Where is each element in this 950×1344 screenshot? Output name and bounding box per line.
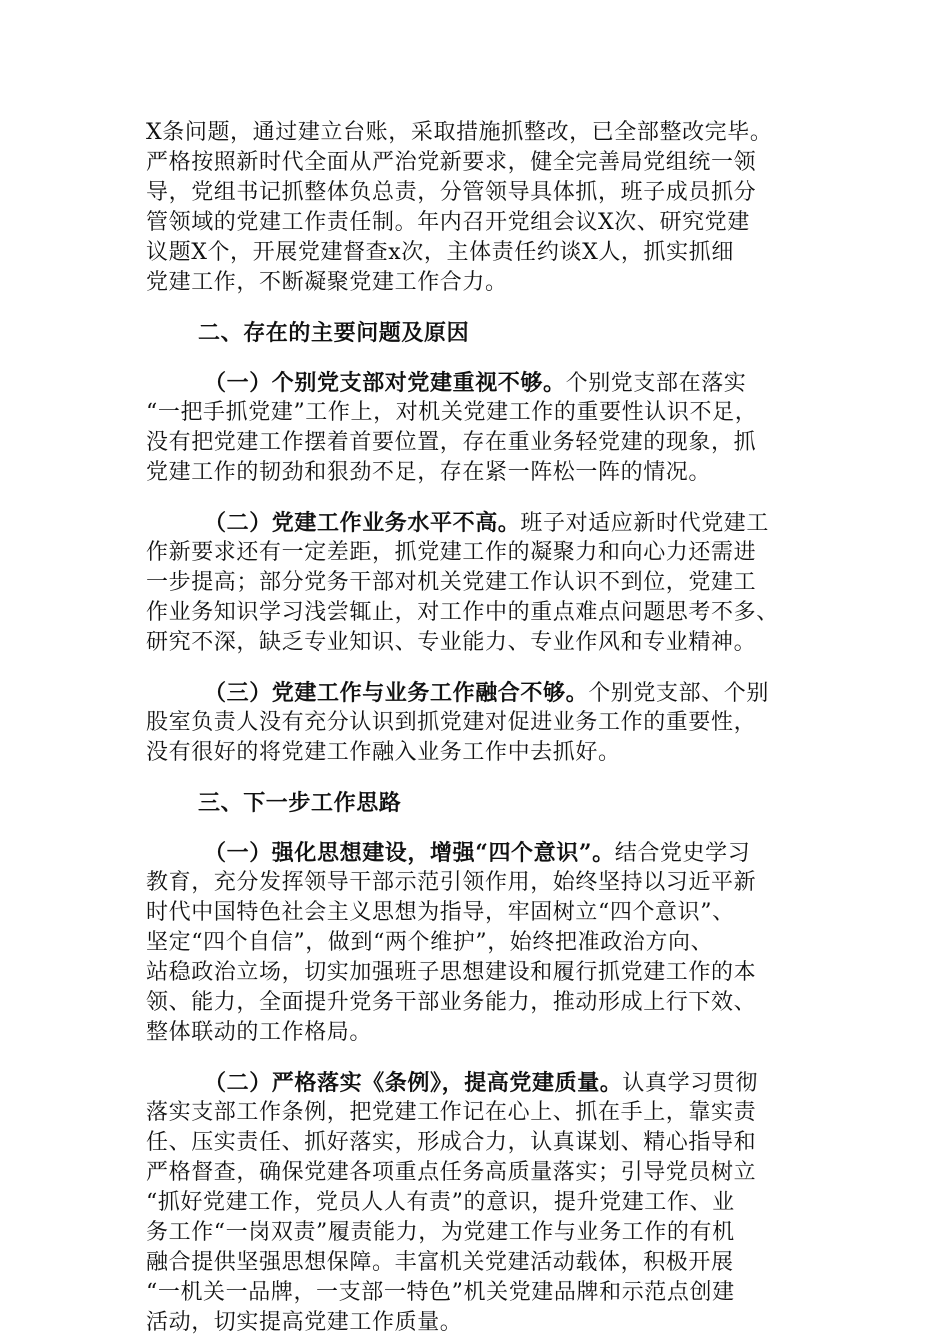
paragraph: [146, 368, 806, 488]
text-line: 研究不深，缺乏专业知识、专业能力、专业作风和专业精神。: [146, 630, 757, 655]
text-line: 没有把党建工作摆着首要位置，存在重业务轻党建的现象，抓: [146, 430, 757, 455]
text-line: “抓好党建工作，党员人人有责”的意识，提升党建工作、业: [146, 1190, 735, 1215]
subheading: （一）强化思想建设，增强“四个意识”。: [204, 840, 615, 866]
text-line: “一把手抓党建”工作上，对机关党建工作的重要性认识不足，: [146, 400, 758, 425]
text-line: [146, 678, 806, 708]
text-line: 落实支部工作条例，把党建工作记在心上、抓在手上，靠实责: [146, 1100, 757, 1125]
text-line: 管领域的党建工作责任制。年内召开党组会议X次、研究党建: [146, 210, 750, 235]
text-line: 坚定“四个自信”，做到“两个维护”，始终把准政治方向、: [146, 930, 714, 955]
text-line: 党建工作，不断凝聚党建工作合力。: [146, 270, 508, 295]
subheading: （二）严格落实《条例》，提高党建质量。: [204, 1070, 623, 1096]
text-line: 党建工作的韧劲和狠劲不足，存在紧一阵松一阵的情况。: [146, 460, 712, 485]
text-run: 认真学习贯彻: [622, 1071, 759, 1096]
text-line: 议题X个，开展党建督查x次，主体责任约谈X人，抓实抓细: [146, 240, 734, 265]
text-run: 结合党史学习: [614, 841, 751, 866]
text-line: 作新要求还有一定差距，抓党建工作的凝聚力和向心力还需进: [146, 540, 757, 565]
text-line: [146, 838, 806, 868]
section-heading: 二、存在的主要问题及原因: [198, 320, 470, 346]
paragraph: [146, 678, 806, 768]
text-line: 严格督查，确保党建各项重点任务高质量落实；引导党员树立: [146, 1160, 757, 1185]
text-line: [146, 368, 806, 398]
text-line: [146, 508, 806, 538]
subheading: （二）党建工作业务水平不高。: [204, 510, 521, 536]
paragraph: [146, 838, 806, 1048]
text-line: 领、能力，全面提升党务干部业务能力，推动形成上行下效、: [146, 990, 757, 1015]
text-line: 导，党组书记抓整体负总责，分管领导具体抓，班子成员抓分: [146, 180, 757, 205]
text-line: 务工作“一岗双责”履责能力，为党建工作与业务工作的有机: [146, 1220, 735, 1245]
subheading: （一）个别党支部对党建重视不够。: [204, 370, 566, 396]
paragraph: [146, 1068, 806, 1338]
subheading: （三）党建工作与业务工作融合不够。: [204, 680, 589, 706]
text-line: X条问题，通过建立台账，采取措施抓整改，已全部整改完毕。: [146, 120, 773, 145]
paragraph: [146, 508, 806, 658]
text-line: 整体联动的工作格局。: [146, 1020, 373, 1045]
paragraph: [146, 118, 806, 298]
text-line: 融合提供坚强思想保障。丰富机关党建活动载体，积极开展: [146, 1250, 734, 1275]
text-line: 教育，充分发挥领导干部示范引领作用，始终坚持以习近平新: [146, 870, 757, 895]
text-line: [146, 1068, 806, 1098]
text-line: 一步提高；部分党务干部对机关党建工作认识不到位，党建工: [146, 570, 757, 595]
text-line: 任、压实责任、抓好落实，形成合力，认真谋划、精心指导和: [146, 1130, 757, 1155]
text-line: 股室负责人没有充分认识到抓党建对促进业务工作的重要性，: [146, 710, 757, 735]
text-line: 时代中国特色社会主义思想为指导，牢固树立“四个意识”、: [146, 900, 735, 925]
text-run: 班子对适应新时代党建工: [520, 511, 770, 536]
document-body: [146, 118, 806, 1338]
section-heading: 三、下一步工作思路: [198, 790, 402, 816]
text-line: 没有很好的将党建工作融入业务工作中去抓好。: [146, 740, 621, 765]
text-line: 站稳政治立场，切实加强班子思想建设和履行抓党建工作的本: [146, 960, 757, 985]
text-line: 活动，切实提高党建工作质量。: [146, 1310, 463, 1335]
text-line: 作业务知识学习浅尝辄止，对工作中的重点难点问题思考不多、: [146, 600, 779, 625]
text-line: 严格按照新时代全面从严治党新要求，健全完善局党组统一领: [146, 150, 757, 175]
text-run: 个别党支部、个别: [588, 681, 770, 706]
text-run: 个别党支部在落实: [565, 371, 747, 396]
text-line: “一机关一品牌，一支部一特色”机关党建品牌和示范点创建: [146, 1280, 735, 1305]
